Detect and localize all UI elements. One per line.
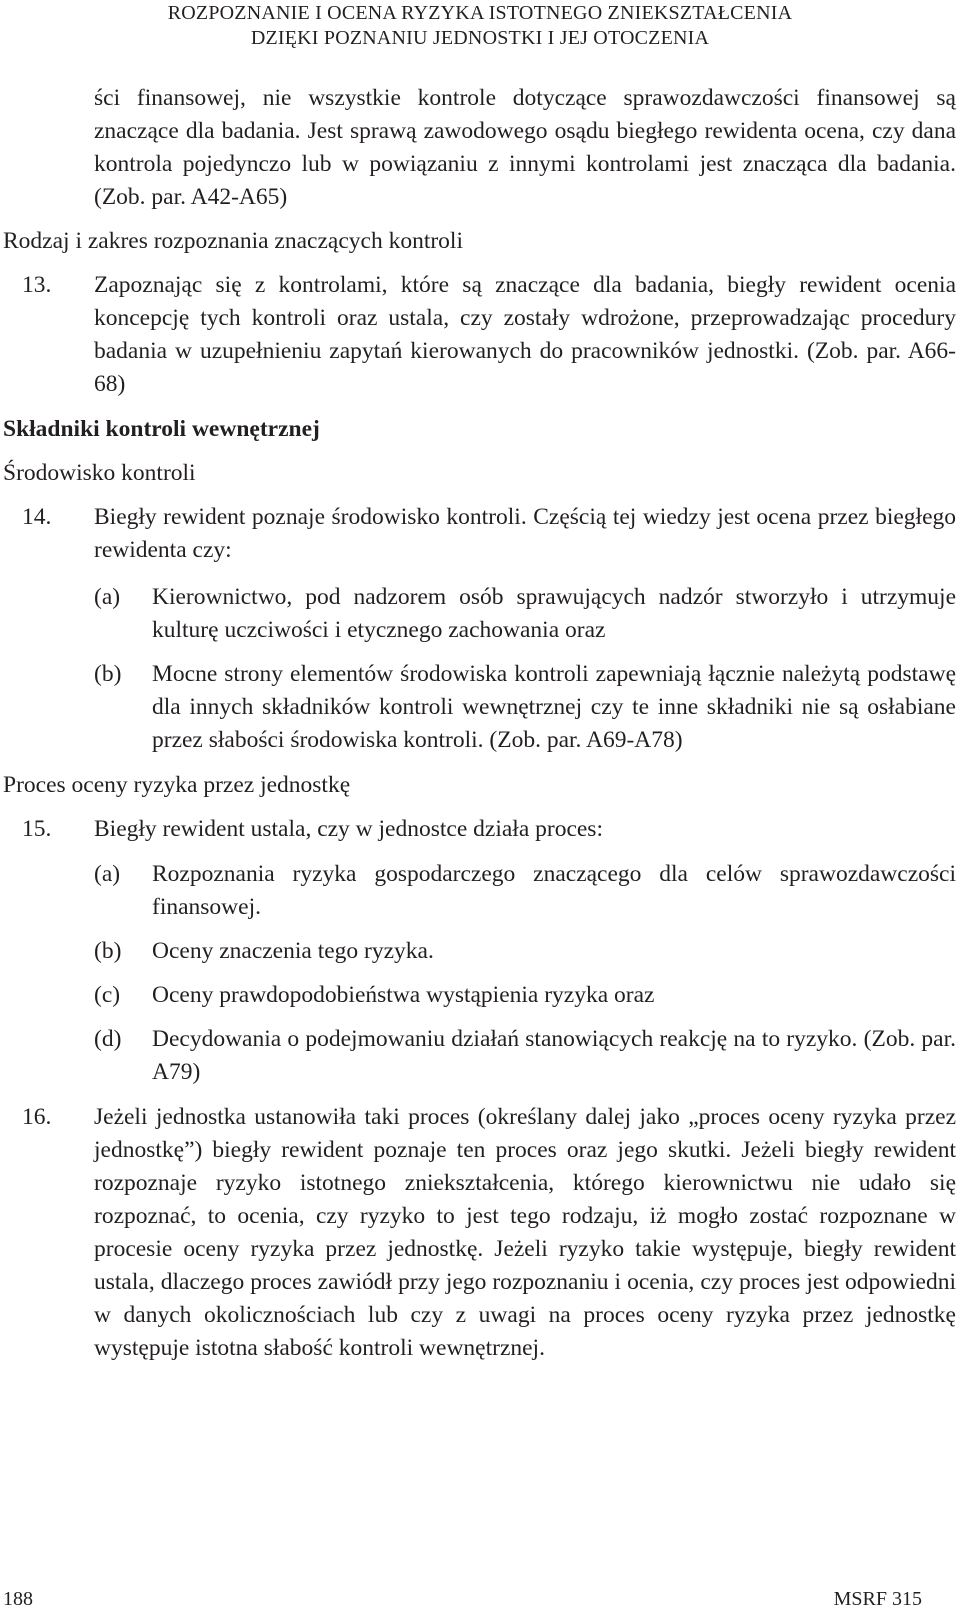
paragraph-number: 15. [22,816,52,842]
paragraph-14 [0,501,956,567]
subheading-risk-assessment-process: Proces oceny ryzyka przez jednostkę [3,772,351,798]
list-item [94,858,956,924]
paragraph-text: Biegły rewident ustala, czy w jednostce działa proces: [94,816,603,842]
list-item-letter: (d) [94,1026,122,1052]
running-header-line-1: ROZPOZNANIE I OCENA RYZYKA ISTOTNEGO ZNIEKSZTAŁCENIA [167,2,793,24]
paragraph-number: 13. [22,272,52,298]
list-item-text: Rozpoznania ryzyka gospodarczego znaczącego dla celów sprawozdawczości finansowej. [152,861,956,920]
list-item-text: Decydowania o podejmowaniu działań stanowiących reakcję na to ryzyko. (Zob. par. A79) [152,1026,956,1085]
page-body [0,82,960,1377]
paragraph-15 [0,813,956,846]
list-item-letter: (a) [94,861,121,887]
paragraph-14-list [94,581,956,757]
paragraph-15-list [94,858,956,1089]
list-item [94,979,956,1012]
paragraph-13 [0,269,956,401]
list-item-text: Oceny prawdopodobieństwa wystąpienia ryzyka oraz [152,982,655,1008]
list-item-letter: (b) [94,661,122,687]
list-item [94,581,956,647]
list-item-text: Oceny znaczenia tego ryzyka. [152,938,434,964]
subheading-control-environment: Środowisko kontroli [3,460,196,486]
page-footer [0,1584,960,1614]
list-item-letter: (c) [94,982,121,1008]
page-number: 188 [3,1588,33,1610]
list-item [94,1023,956,1089]
paragraph-number: 14. [22,504,52,530]
running-header [0,1,960,51]
paragraph-text: Zapoznając się z kontrolami, które są znaczące dla badania, biegły rewident ocenia koncepcję tych kontroli oraz ustala, czy zostały wdrożone, przeprowadzając procedury badania w uzupełnieniu zapytań kierowanych do pracowników jednostki. (Zob. par. A66-68) [94,272,956,397]
list-item-text: Kierownictwo, pod nadzorem osób sprawujących nadzór stworzyło i utrzymuje kulturę uczciwości i etycznego zachowania oraz [152,584,956,643]
list-item [94,935,956,968]
list-item-text: Mocne strony elementów środowiska kontroli zapewniają łącznie należytą podstawę dla innych składników kontroli wewnętrznej czy te inne składniki nie są osłabiane przez słabości środowiska kontroli. (Zob. par. A69-A78) [152,661,956,753]
continuation-paragraph: ści finansowej, nie wszystkie kontrole dotyczące sprawozdawczości finansowej są znaczące dla badania. Jest sprawą zawodowego osądu biegłego rewidenta ocena, czy dana kontrola pojedynczo lub w powiązaniu z innymi kontrolami jest znacząca dla badania. (Zob. par. A42-A65) [94,85,956,210]
paragraph-text: Biegły rewident poznaje środowisko kontroli. Częścią tej wiedzy jest ocena przez biegłego rewidenta czy: [94,504,956,563]
running-header-line-2: DZIĘKI POZNANIU JEDNOSTKI I JEJ OTOCZENIA [250,27,710,49]
section-heading-internal-control-components: Składniki kontroli wewnętrznej [3,416,320,442]
list-item [94,658,956,757]
paragraph-text: Jeżeli jednostka ustanowiła taki proces (określany dalej jako „proces oceny ryzyka przez jednostkę”) biegły rewident poznaje ten proces oraz jego skutki. Jeżeli biegły rewident rozpoznaje ryzyko istotnego zniekształcenia, którego kierownictwu nie udało się rozpoznać, to ocenia, czy ryzyko to jest tego rodzaju, iż mogło zostać rozpoznane w procesie oceny ryzyka przez jednostkę. Jeżeli ryzyko takie występuje, biegły rewident ustala, dlaczego proces zawiódł przy jego rozpoznaniu i ocenia, czy proces jest odpowiedni w danych okolicznościach lub czy z uwagi na proces oceny ryzyka przez jednostkę występuje istotna słabość kontroli wewnętrznej. [94,1104,956,1361]
paragraph-number: 16. [22,1104,52,1130]
subheading-significant-controls: Rodzaj i zakres rozpoznania znaczących kontroli [3,228,463,254]
paragraph-16 [0,1101,956,1365]
standard-code: MSRF 315 [833,1588,922,1610]
list-item-letter: (a) [94,584,121,610]
list-item-letter: (b) [94,938,122,964]
